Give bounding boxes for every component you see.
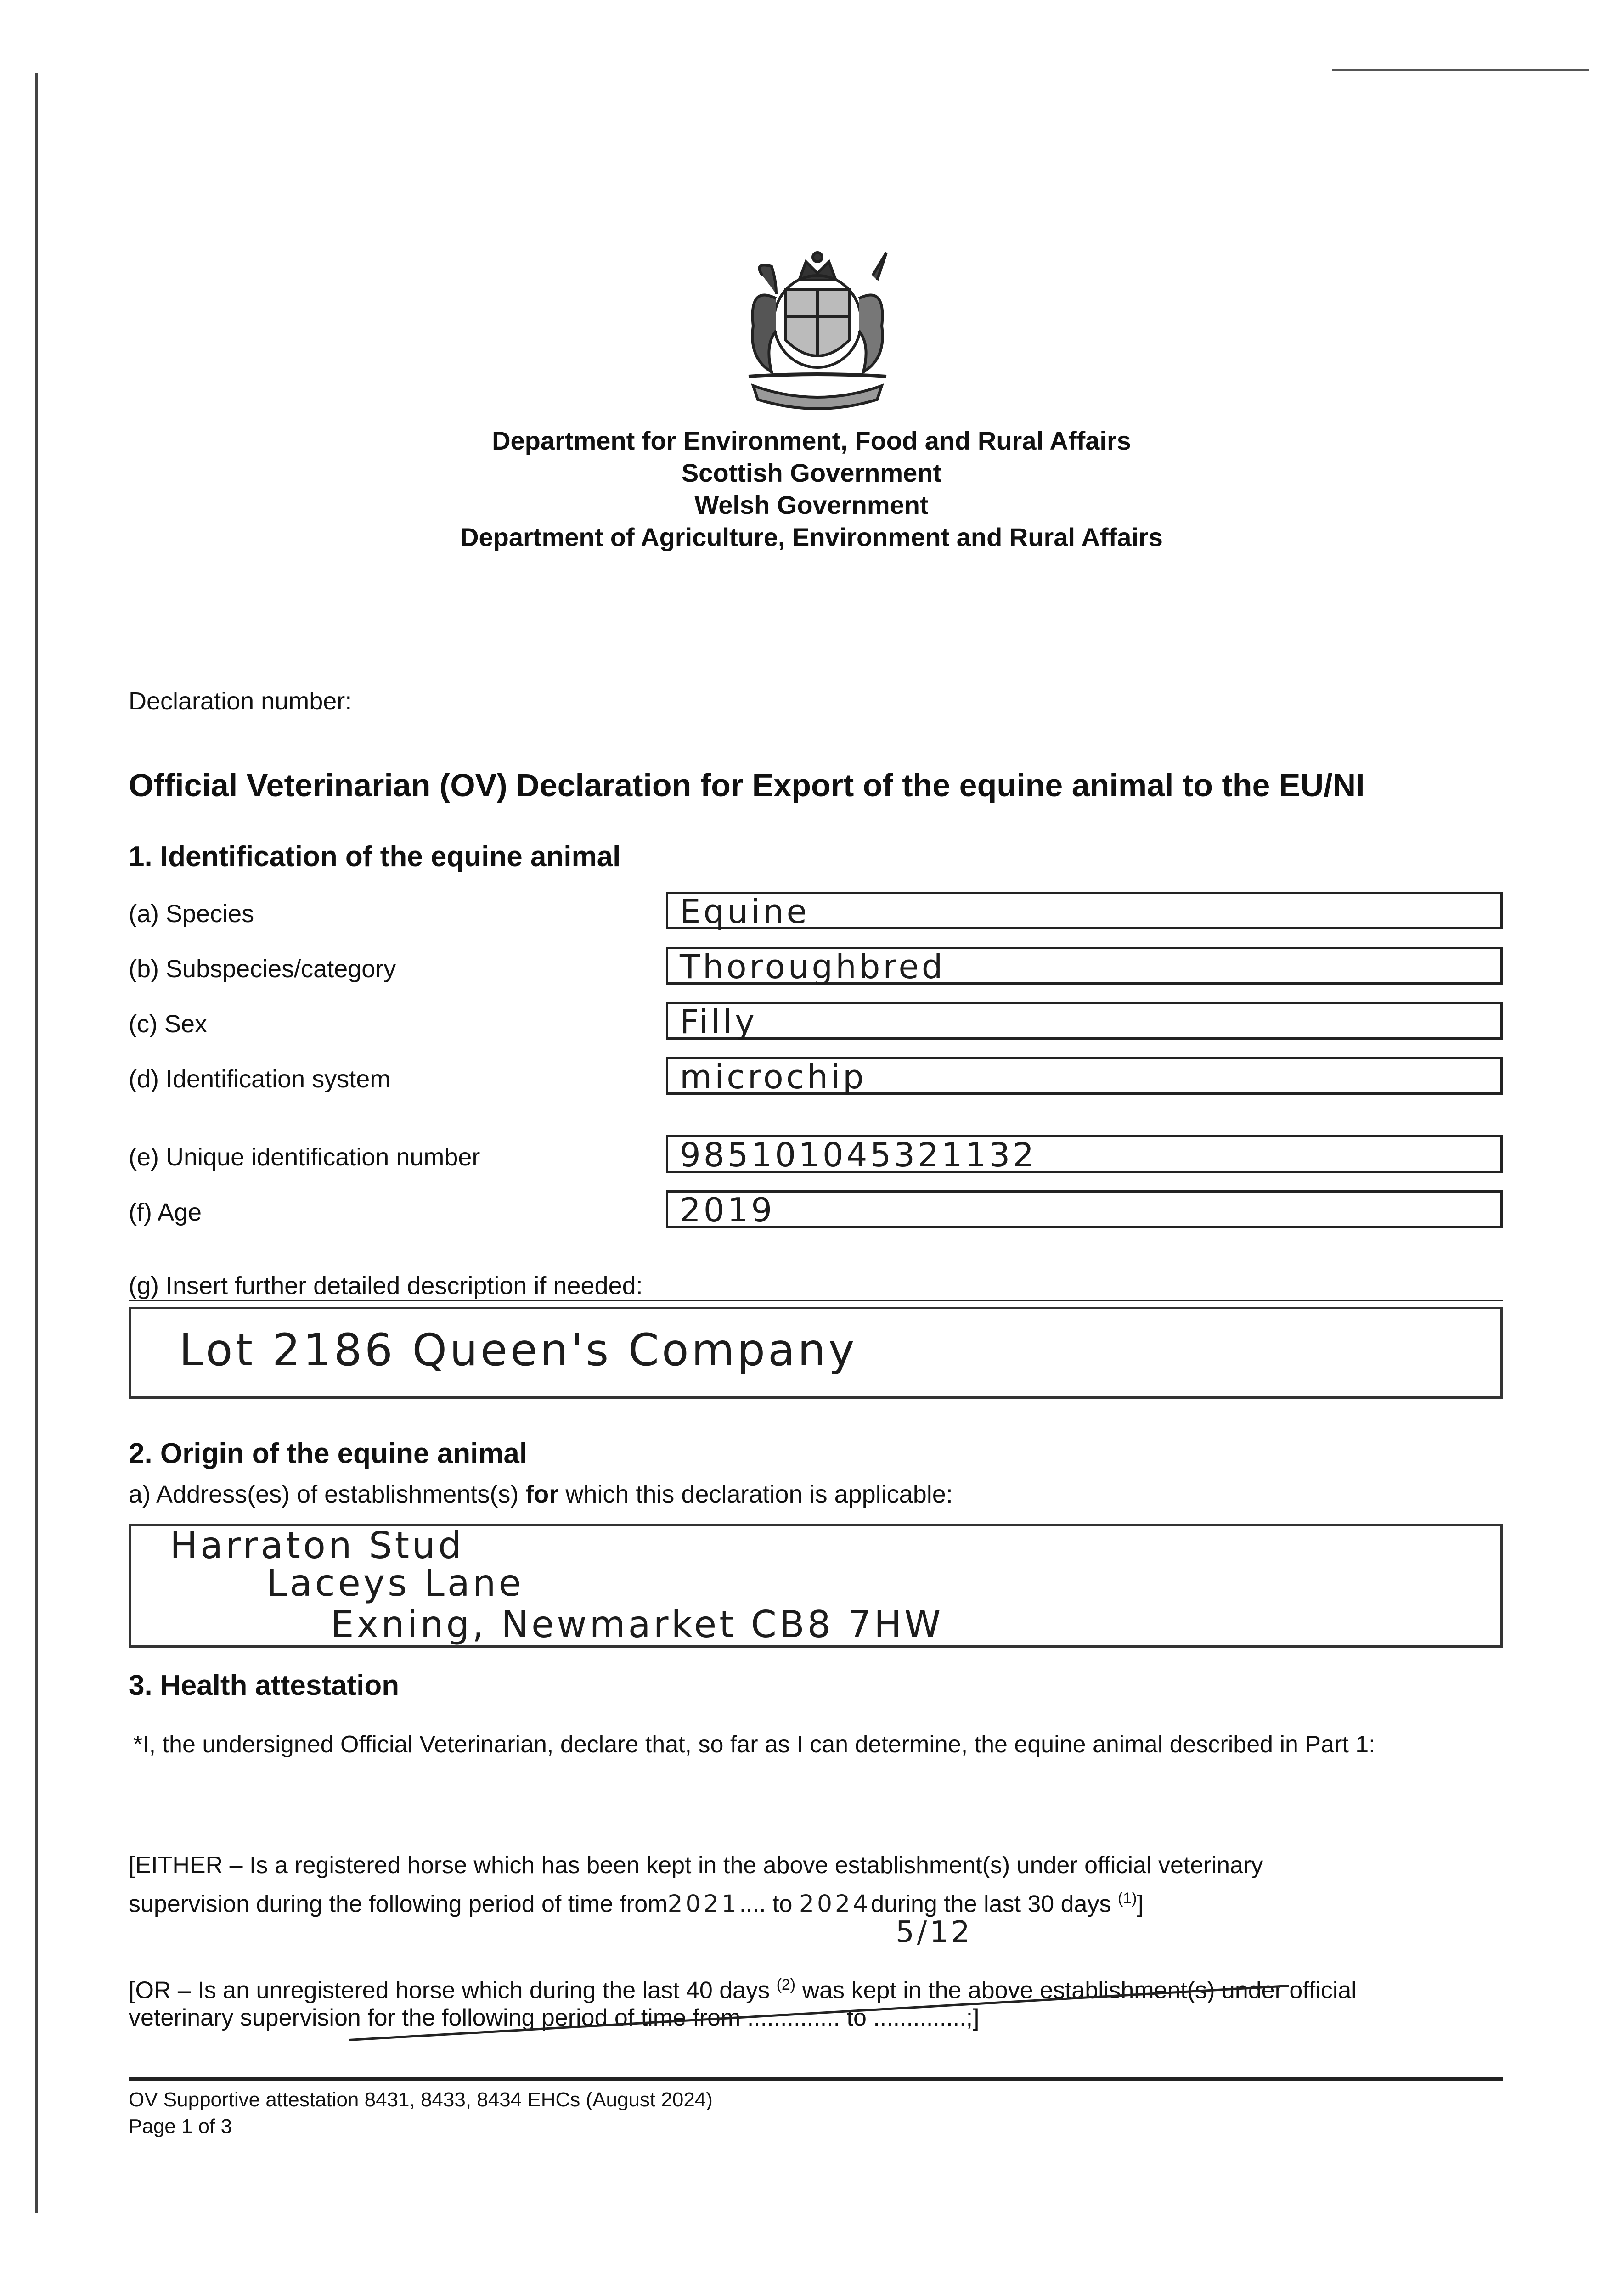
section1-heading: 1. Identification of the equine animal — [129, 841, 621, 872]
sex-field[interactable] — [666, 1002, 1503, 1040]
age-value: 2019 — [680, 1191, 775, 1229]
footer-divider — [129, 2077, 1503, 2081]
age-field[interactable] — [666, 1190, 1503, 1228]
department-daera: Department of Agriculture, Environment and Rural Affairs — [460, 523, 1163, 551]
either-to-value: 2024 — [799, 1890, 871, 1918]
sex-value: Filly — [680, 1002, 757, 1041]
address-line-2: Laceys Lane — [266, 1562, 524, 1604]
sex-label: (c) Sex — [129, 1010, 208, 1038]
divider — [129, 1300, 1503, 1301]
unique-id-value: 985101045321132 — [680, 1136, 1037, 1174]
footer-page-number: Page 1 of 3 — [129, 2115, 232, 2138]
identification-system-value: microchip — [680, 1058, 867, 1096]
identification-system-label: (d) Identification system — [129, 1065, 391, 1093]
department-defra: Department for Environment, Food and Rural Affairs — [492, 426, 1131, 455]
section3-heading: 3. Health attestation — [129, 1670, 400, 1701]
species-value: Equine — [680, 892, 810, 931]
subspecies-value: Thoroughbred — [680, 947, 946, 986]
either-to-extra-value: 5/12 — [896, 1915, 973, 1949]
unique-id-label: (e) Unique identification number — [129, 1143, 480, 1171]
department-scottish: Scottish Government — [681, 458, 942, 487]
declaration-number-label: Declaration number: — [129, 687, 352, 715]
or-clause-line2: veterinary supervision for the following period of time from .............. to ..............;] — [129, 2004, 980, 2031]
subspecies-label: (b) Subspecies/category — [129, 955, 396, 983]
section2-heading: 2. Origin of the equine animal — [129, 1438, 528, 1469]
species-label: (a) Species — [129, 900, 254, 928]
further-description-value: Lot 2186 Queen's Company — [179, 1324, 857, 1376]
scan-top-line — [1332, 69, 1589, 71]
royal-coat-of-arms-icon — [721, 248, 914, 413]
address-label: a) Address(es) of establishments(s) for which this declaration is applicable: — [129, 1480, 953, 1508]
address-line-3: Exning, Newmarket CB8 7HW — [331, 1603, 944, 1646]
either-from-value: 2021 — [667, 1890, 739, 1918]
scan-edge-line — [35, 73, 38, 2213]
either-clause-line1: [EITHER – Is a registered horse which has been kept in the above establishment(s) under official veterinary — [129, 1852, 1263, 1879]
either-clause-line2: supervision during the following period of time from2021.... to 2024during the last 30 days $^{(1)}$] — [129, 1890, 1144, 1918]
page-title: Official Veterinarian (OV) Declaration for Export of the equine animal to the EU/NI — [129, 767, 1365, 803]
health-attestation-intro: *I, the undersigned Official Veterinarian, declare that, so far as I can determine, the equine animal described in Part 1: — [133, 1731, 1375, 1758]
footer-attestation: OV Supportive attestation 8431, 8433, 8434 EHCs (August 2024) — [129, 2088, 713, 2111]
or-clause-line1: [OR – Is an unregistered horse which during the last 40 days $^{(2)}$ was kept in the above establishment(s) under official — [129, 1976, 1357, 2004]
age-label: (f) Age — [129, 1199, 202, 1226]
department-welsh: Welsh Government — [694, 490, 929, 519]
address-line-1: Harraton Stud — [170, 1524, 464, 1567]
further-description-label: (g) Insert further detailed description if needed: — [129, 1272, 643, 1300]
